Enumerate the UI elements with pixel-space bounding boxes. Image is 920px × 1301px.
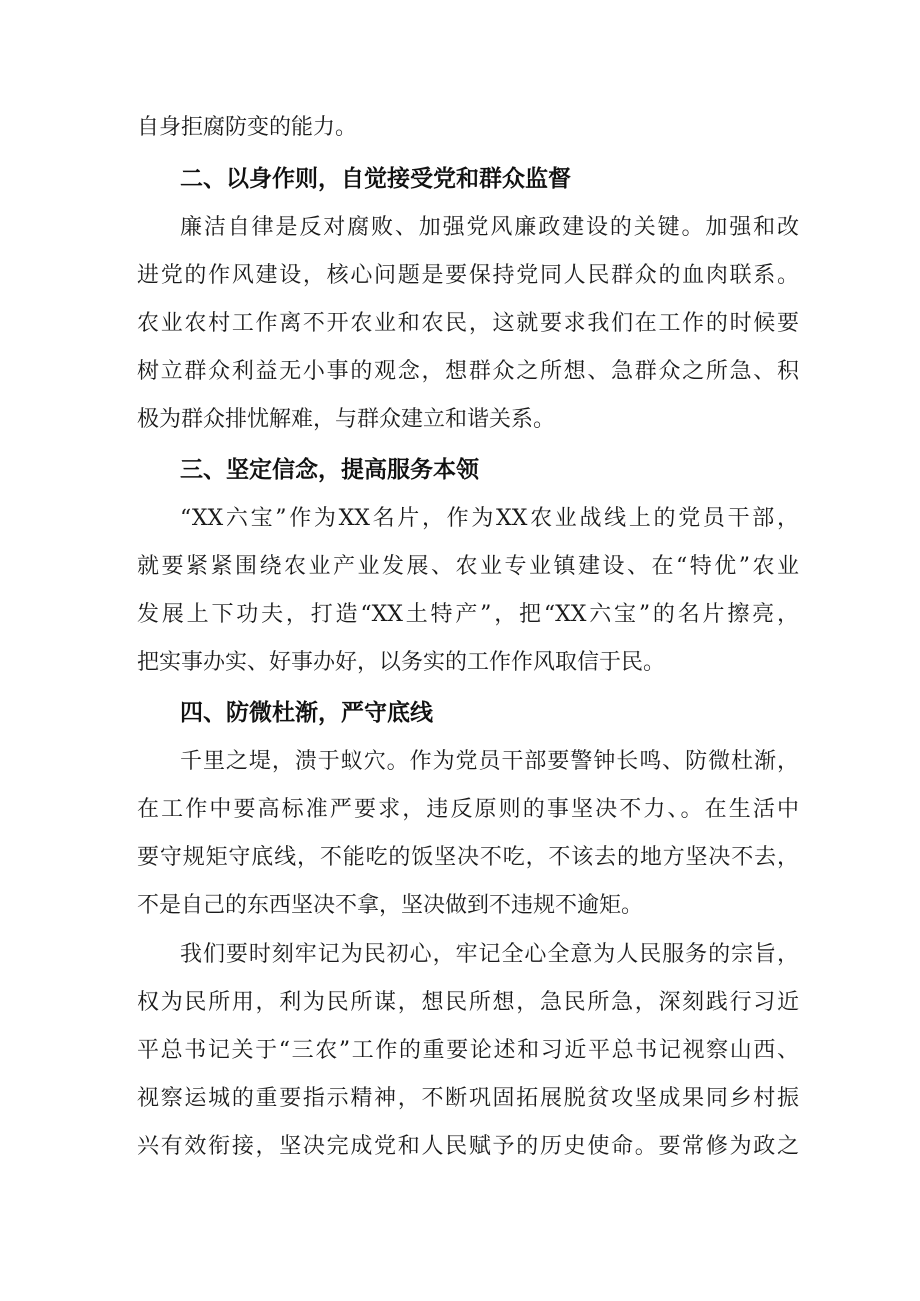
conclusion-line-2: 权为民所用，利为民所谋，想民所想，急民所急，深刻践行习近	[137, 990, 799, 1015]
section-4-line-2: 在工作中要高标准严要求，违反原则的事坚决不力、。在生活中	[137, 797, 799, 822]
section-2-heading: 二、以身作则，自觉接受党和群众监督	[180, 166, 571, 192]
conclusion-line-1: 我们要时刻牢记为民初心，牢记全心全意为人民服务的宗旨，	[180, 942, 799, 967]
section-4-line-4: 不是自己的东西坚决不拿，坚决做到不违规不逾矩。	[137, 893, 644, 918]
conclusion-line-3: 平总书记关于“三农”工作的重要论述和习近平总书记视察山西、	[137, 1038, 799, 1063]
section-2-line-3: 农业农村工作离不开农业和农民，这就要求我们在工作的时候要	[137, 311, 799, 336]
section-2-line-5: 极为群众排忧解难，与群众建立和谐关系。	[137, 407, 556, 432]
section-2-line-4: 树立群众利益无小事的观念，想群众之所想、急群众之所急、积	[137, 359, 799, 384]
section-3-line-3: 发展上下功夫，打造“XX土特产”，把“XX六宝”的名片擦亮，	[137, 602, 799, 627]
conclusion-line-4: 视察运城的重要指示精神，不断巩固拓展脱贫攻坚成果同乡村振	[137, 1086, 799, 1111]
section-3-line-1: “XX六宝”作为XX名片，作为XX农业战线上的党员干部，	[180, 506, 799, 531]
section-3-heading: 三、坚定信念，提高服务本领	[180, 457, 479, 483]
section-4-heading: 四、防微杜渐，严守底线	[180, 700, 433, 726]
section-3-line-2: 就要紧紧围绕农业产业发展、农业专业镇建设、在“特优”农业	[137, 554, 799, 579]
section-3-line-4: 把实事办实、好事办好，以务实的工作作风取信于民。	[137, 650, 666, 675]
section-2-line-1: 廉洁自律是反对腐败、加强党风廉政建设的关键。加强和改	[180, 215, 799, 240]
intro-line-1: 自身拒腐防变的能力。	[137, 115, 358, 140]
section-4-line-3: 要守规矩守底线，不能吃的饭坚决不吃，不该去的地方坚决不去，	[137, 845, 799, 870]
section-4-line-1: 千里之堤，溃于蚁穴。作为党员干部要警钟长鸣、防微杜渐，	[180, 749, 799, 774]
section-2-line-2: 进党的作风建设，核心问题是要保持党同人民群众的血肉联系。	[137, 263, 799, 288]
conclusion-line-5: 兴有效衔接，坚决完成党和人民赋予的历史使命。要常修为政之	[137, 1134, 799, 1159]
